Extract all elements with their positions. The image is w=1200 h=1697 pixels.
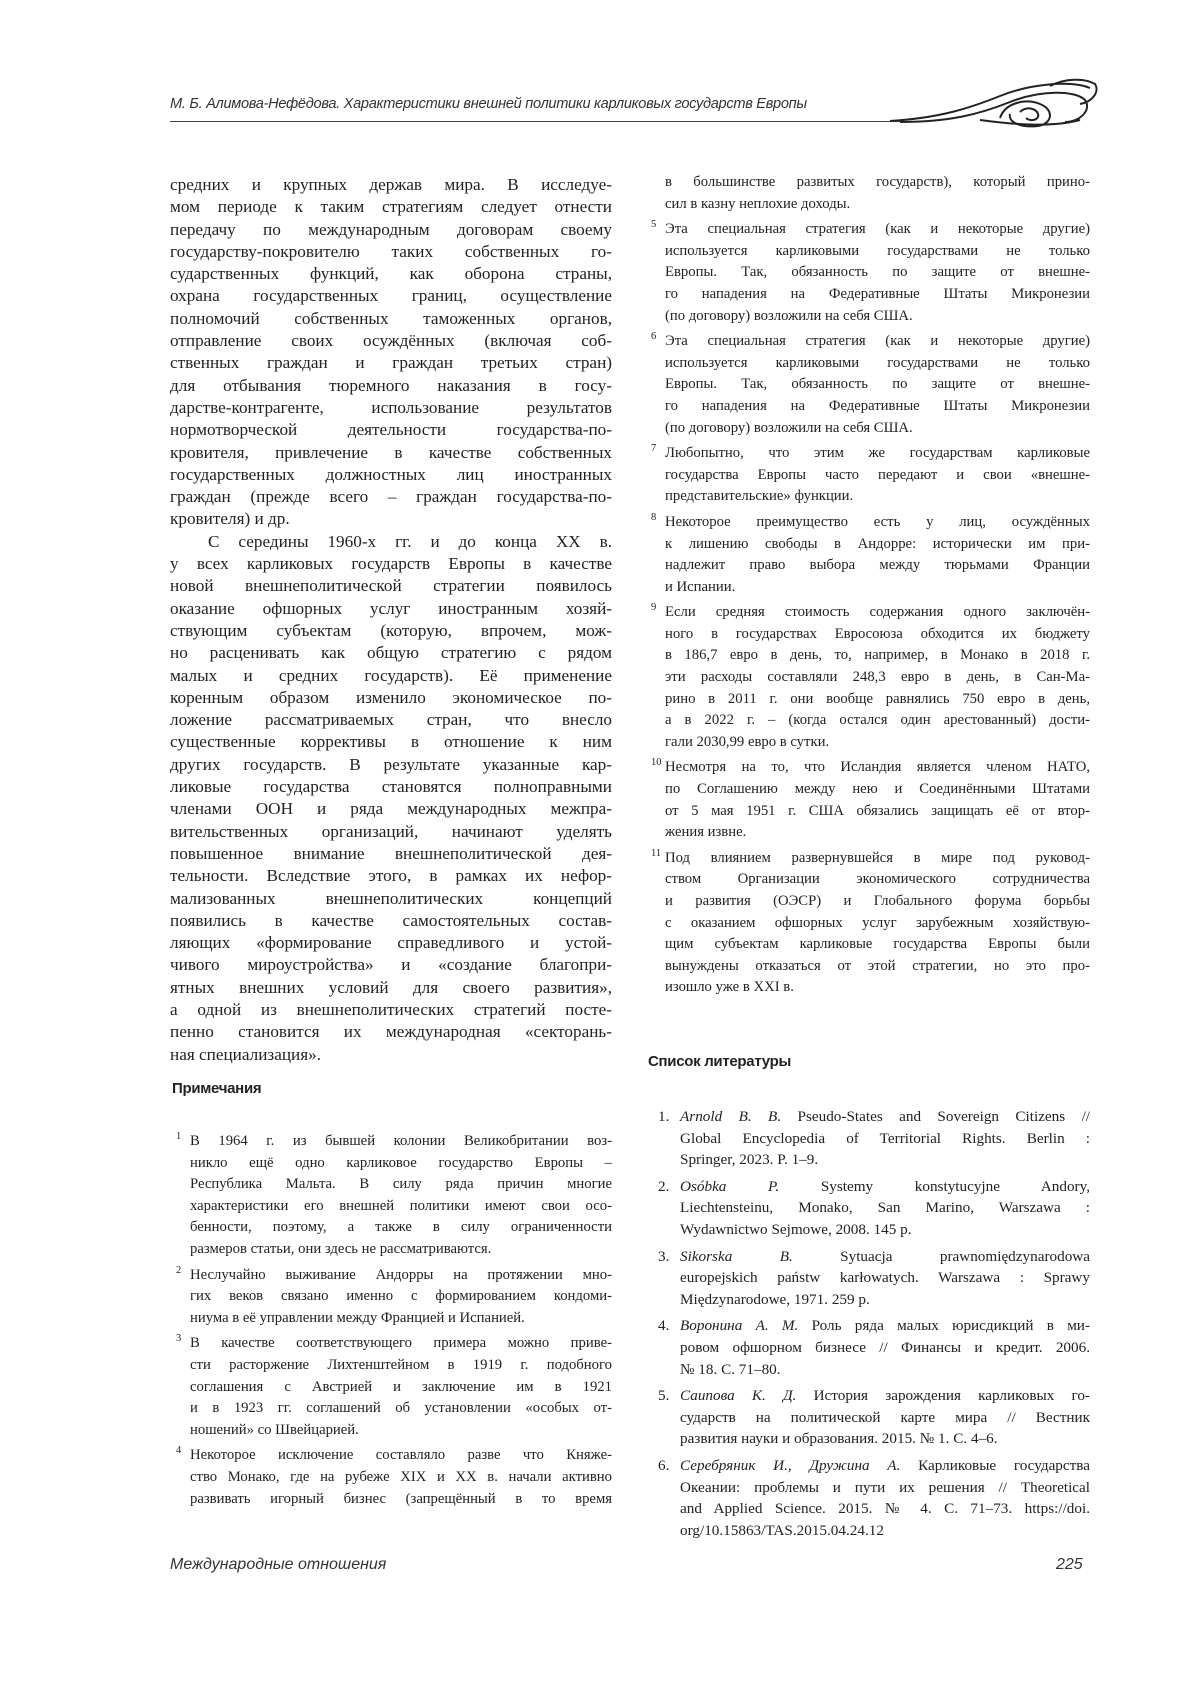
text-line: средних и крупных держав мира. В исследуе- <box>170 174 612 196</box>
text-line: новой внешнеполитической стратегии появилось <box>170 575 612 597</box>
text-line: Океании: проблемы и пути их решения // Theoretical <box>680 1477 1090 1499</box>
text-line: коренным образом изменило экономическое по- <box>170 687 612 709</box>
text-line: представительские» функции. <box>665 486 1090 508</box>
text-line: появились в качестве самостоятельных состав- <box>170 910 612 932</box>
text-line: ного в государствах Евросоюза обходится их бюджету <box>665 624 1090 646</box>
text-line: Несмотря на то, что Исландия является членом НАТО, <box>665 757 1090 779</box>
footnote-number: 5 <box>651 214 656 236</box>
text-line: характеристики его внешней политики имеют свои осо- <box>190 1196 612 1218</box>
text-line: малых и средних государств). Её применение <box>170 665 612 687</box>
footnote-number: 9 <box>651 597 656 619</box>
footnote-10 <box>645 757 1090 843</box>
text-line: Неслучайно выживание Андорры на протяжении мно- <box>190 1265 612 1287</box>
reference-author: Sikorska B. <box>680 1248 793 1265</box>
text-line: чивого мироустройства» и «создание благопри- <box>170 954 612 976</box>
text-line: кровителя, привлечение в качестве собственных <box>170 442 612 464</box>
text-line: сти расторжение Лихтенштейном в 1919 г. подобного <box>190 1355 612 1377</box>
references-list <box>658 1106 1090 1546</box>
text-line: сил в казну неплохие доходы. <box>665 194 1090 216</box>
text-line: от 5 мая 1951 г. США обязались защищать её от втор- <box>665 801 1090 823</box>
text-line: сударственных функций, как оборона страны, <box>170 263 612 285</box>
text-line: Европы. Так, обязанность по защите от внешне- <box>665 262 1090 284</box>
text-line: пенно становится их международная «секторань- <box>170 1021 612 1043</box>
footnote-11 <box>645 848 1090 999</box>
text-line: государству-покровителю таких собственных го- <box>170 241 612 263</box>
reference-item <box>658 1385 1090 1450</box>
text-line: оказание офшорных услуг иностранным хозяй- <box>170 598 612 620</box>
text-line: но расценивать как общую стратегию с рядом <box>170 642 612 664</box>
text-line: сударств на политической карте мира // Вестник <box>680 1407 1090 1429</box>
text-line: ственных граждан и граждан третьих стран) <box>170 352 612 374</box>
text-line: ниума в её управлении между Францией и Испанией. <box>190 1308 612 1330</box>
footnote-7 <box>645 443 1090 508</box>
text-line: граждан (прежде всего – граждан государства-по- <box>170 486 612 508</box>
reference-number: 6. <box>658 1455 669 1477</box>
footnote-number: 11 <box>651 843 661 865</box>
reference-item <box>658 1315 1090 1380</box>
text-line: развития науки и образования. 2015. № 1. С. 4–6. <box>680 1428 1090 1450</box>
text-line: (по договору) возложили на себя США. <box>665 306 1090 328</box>
text-line: вительственных организаций, начинают уделять <box>170 821 612 843</box>
reference-item <box>658 1455 1090 1541</box>
footnote-5 <box>645 219 1090 327</box>
text-line: других государств. В результате указанные кар- <box>170 754 612 776</box>
text-line: Liechtensteinu, Monako, San Marino, Warszawa : <box>680 1197 1090 1219</box>
text-line: Эта специальная стратегия (как и некоторые другие) <box>665 219 1090 241</box>
footnotes-left <box>170 1131 612 1514</box>
text-line: го нападения на Федеративные Штаты Микронезии <box>665 284 1090 306</box>
text-line: по Соглашению между нею и Соединёнными Штатами <box>665 779 1090 801</box>
text-line: ство Монако, где на рубеже XIX и XX в. начали активно <box>190 1467 612 1489</box>
footnote-6 <box>645 331 1090 439</box>
text-line: № 18. С. 71–80. <box>680 1359 1090 1381</box>
text-line: Springer, 2023. P. 1–9. <box>680 1149 1090 1171</box>
text-line: ная специализация». <box>170 1044 612 1066</box>
references-heading: Список литературы <box>648 1053 791 1070</box>
footnotes-list <box>645 219 1090 999</box>
reference-author: Osóbka P. <box>680 1178 779 1195</box>
reference-item <box>658 1106 1090 1171</box>
text-line: государственных должностных лиц иностранных <box>170 464 612 486</box>
footnote-number: 8 <box>651 507 656 529</box>
body-paragraph <box>170 174 612 531</box>
text-line: and Applied Science. 2015. № 4. С. 71–73. https://doi. <box>680 1498 1090 1520</box>
text-line: надлежит право выбора между тюрьмами Франции <box>665 555 1090 577</box>
text-line: ятных внешних условий для своего развития», <box>170 977 612 999</box>
text-line: Arnold B. B. Pseudo-States and Sovereign Citizens // <box>680 1106 1090 1128</box>
text-line: используется карликовыми государствами не только <box>665 241 1090 263</box>
text-line: Серебряник И., Дружина А. Карликовые государства <box>680 1455 1090 1477</box>
text-line: Под влиянием развернувшейся в мире под руковод- <box>665 848 1090 870</box>
text-line: мализованных внешнеполитических концепций <box>170 888 612 910</box>
text-line: мом периоде к таким стратегиям следует отнести <box>170 196 612 218</box>
body-paragraph <box>170 531 612 1066</box>
text-line: В 1964 г. из бывшей колонии Великобритании воз- <box>190 1131 612 1153</box>
text-line: размеров статьи, они здесь не рассматриваются. <box>190 1239 612 1261</box>
text-line: никло ещё одно карликовое государство Европы – <box>190 1153 612 1175</box>
footnote-number: 4 <box>176 1440 181 1462</box>
text-line: Międzynarodowe, 1971. 259 p. <box>680 1289 1090 1311</box>
reference-number: 5. <box>658 1385 669 1407</box>
text-line: (по договору) возложили на себя США. <box>665 418 1090 440</box>
main-body-text <box>170 174 612 1066</box>
text-line: Саипова К. Д. История зарождения карликовых го- <box>680 1385 1090 1407</box>
text-line: гали 2030,99 евро в сутки. <box>665 732 1090 754</box>
text-line: соглашения с Австрией и заключение им в 1921 <box>190 1377 612 1399</box>
reference-author: Саипова К. Д. <box>680 1387 796 1404</box>
text-line: для отбывания тюремного наказания в госу- <box>170 375 612 397</box>
footnote-number: 1 <box>176 1126 181 1148</box>
text-line: охрана государственных границ, осуществление <box>170 285 612 307</box>
reference-number: 2. <box>658 1176 669 1198</box>
text-line: europejskich państw karłowatych. Warszawa : Sprawy <box>680 1267 1090 1289</box>
footnote-number: 3 <box>176 1328 181 1350</box>
text-line: и развития (ОЭСР) и Глобального форума борьбы <box>665 891 1090 913</box>
text-line: ложение рассматриваемых стран, что внесло <box>170 709 612 731</box>
text-line: Некоторое преимущество есть у лиц, осуждённых <box>665 512 1090 534</box>
text-line: жения извне. <box>665 822 1090 844</box>
text-line: полномочий собственных таможенных органов, <box>170 308 612 330</box>
text-line: В качестве соответствующего примера можно приве- <box>190 1333 612 1355</box>
text-line: и в 1923 гг. соглашений об установлении «особых от- <box>190 1398 612 1420</box>
text-line: тельности. Вследствие этого, в рамках их нефор- <box>170 865 612 887</box>
running-head: М. Б. Алимова-Нефёдова. Характеристики внешней политики карликовых государств Европы <box>170 96 807 112</box>
text-line: эти расходы составляли 248,3 евро в день, в Сан-Ма- <box>665 667 1090 689</box>
text-line: Wydawnictwo Sejmowe, 2008. 145 p. <box>680 1219 1090 1241</box>
reference-author: Серебряник И., Дружина А. <box>680 1457 900 1474</box>
text-line: в большинстве развитых государств), который прино- <box>665 172 1090 194</box>
text-line: к лишению свободы в Андорре: исторически им при- <box>665 534 1090 556</box>
text-line: Некоторое исключение составляло разве что Княже- <box>190 1445 612 1467</box>
text-line: рино в 2011 г. они вообще равнялись 750 евро в день, <box>665 689 1090 711</box>
text-line: и Испании. <box>665 577 1090 599</box>
footnote-number: 10 <box>651 752 662 774</box>
footnote-number: 2 <box>176 1260 181 1282</box>
text-line: вынуждены отказаться от этой стратегии, но это про- <box>665 956 1090 978</box>
reference-author: Arnold B. B. <box>680 1108 781 1125</box>
text-line: Любопытно, что этим же государствам карликовые <box>665 443 1090 465</box>
text-line: гих веков связано именно с формированием кондоми- <box>190 1286 612 1308</box>
text-line: кровителя) и др. <box>170 508 612 530</box>
footnote-3 <box>170 1333 612 1441</box>
footnote-number: 7 <box>651 438 656 460</box>
text-line: ношений» со Швейцарией. <box>190 1420 612 1442</box>
text-line: ляющих «формирование справедливого и устой- <box>170 932 612 954</box>
text-line: изошло уже в XXI в. <box>665 977 1090 999</box>
text-line: Sikorska B. Sytuacja prawnomiędzynarodowa <box>680 1246 1090 1268</box>
reference-number: 4. <box>658 1315 669 1337</box>
text-line: существенные коррективы в отношение к ним <box>170 731 612 753</box>
footnote-number: 6 <box>651 326 656 348</box>
footnote-1 <box>170 1131 612 1261</box>
text-line: используется карликовыми государствами не только <box>665 353 1090 375</box>
text-line: отправление своих осуждённых (включая соб- <box>170 330 612 352</box>
text-line: с оказанием офшорных услуг зарубежным хозяйствую- <box>665 913 1090 935</box>
text-line: Global Encyclopedia of Territorial Rights. Berlin : <box>680 1128 1090 1150</box>
footer-journal-title: Международные отношения <box>170 1556 386 1574</box>
text-line: ствующим субъектам (которую, впрочем, мож- <box>170 620 612 642</box>
footnote-continuation <box>645 172 1090 215</box>
text-line: членами ООН и ряда международных межпра- <box>170 798 612 820</box>
reference-item <box>658 1246 1090 1311</box>
footnote-9 <box>645 602 1090 753</box>
footnote-2 <box>170 1265 612 1330</box>
footnotes-right <box>645 172 1090 1003</box>
text-line: Если средняя стоимость содержания одного заключён- <box>665 602 1090 624</box>
text-line: ровом офшорном бизнесе // Финансы и кредит. 2006. <box>680 1337 1090 1359</box>
text-line: щим субъектам карликовые государства Европы были <box>665 934 1090 956</box>
text-line: Европы. Так, обязанность по защите от внешне- <box>665 374 1090 396</box>
text-line: повышенное внимание внешнеполитической дея- <box>170 843 612 865</box>
text-line: org/10.15863/TAS.2015.04.24.12 <box>680 1520 1090 1542</box>
text-line: а в 2022 г. – (когда остался один арестованный) дости- <box>665 710 1090 732</box>
footnote-8 <box>645 512 1090 598</box>
text-line: дарстве-контрагенте, использование результатов <box>170 397 612 419</box>
page-number: 225 <box>1056 1556 1083 1574</box>
text-line: Эта специальная стратегия (как и некоторые другие) <box>665 331 1090 353</box>
header-rule <box>170 121 900 122</box>
text-line: ликовые государства становятся полноправными <box>170 776 612 798</box>
text-line: государства Европы часто передают и свои «внешне- <box>665 465 1090 487</box>
reference-number: 1. <box>658 1106 669 1128</box>
text-line: развивать игорный бизнес (запрещённый в то время <box>190 1489 612 1511</box>
text-line: Воронина А. М. Роль ряда малых юрисдикций в ми- <box>680 1315 1090 1337</box>
text-line: го нападения на Федеративные Штаты Микронезии <box>665 396 1090 418</box>
reference-author: Воронина А. М. <box>680 1317 798 1334</box>
text-line: а одной из внешнеполитических стратегий посте- <box>170 999 612 1021</box>
text-line: ством Организации экономического сотрудничества <box>665 869 1090 891</box>
notes-heading: Примечания <box>172 1080 261 1097</box>
reference-number: 3. <box>658 1246 669 1268</box>
text-line: у всех карликовых государств Европы в качестве <box>170 553 612 575</box>
text-line: бенности, поэтому, а также в силу ограниченности <box>190 1217 612 1239</box>
text-line: передачу по международным договорам своему <box>170 219 612 241</box>
text-line: нормотворческой деятельности государства-по- <box>170 419 612 441</box>
text-line: С середины 1960-х гг. и до конца XX в. <box>170 531 612 553</box>
text-line: Республика Мальта. В силу ряда причин многие <box>190 1174 612 1196</box>
text-line: Osóbka P. Systemy konstytucyjne Andory, <box>680 1176 1090 1198</box>
decorative-ornament-icon <box>880 78 1100 138</box>
text-line: в 186,7 евро в день, то, например, в Монако в 2018 г. <box>665 645 1090 667</box>
footnote-4 <box>170 1445 612 1510</box>
reference-item <box>658 1176 1090 1241</box>
